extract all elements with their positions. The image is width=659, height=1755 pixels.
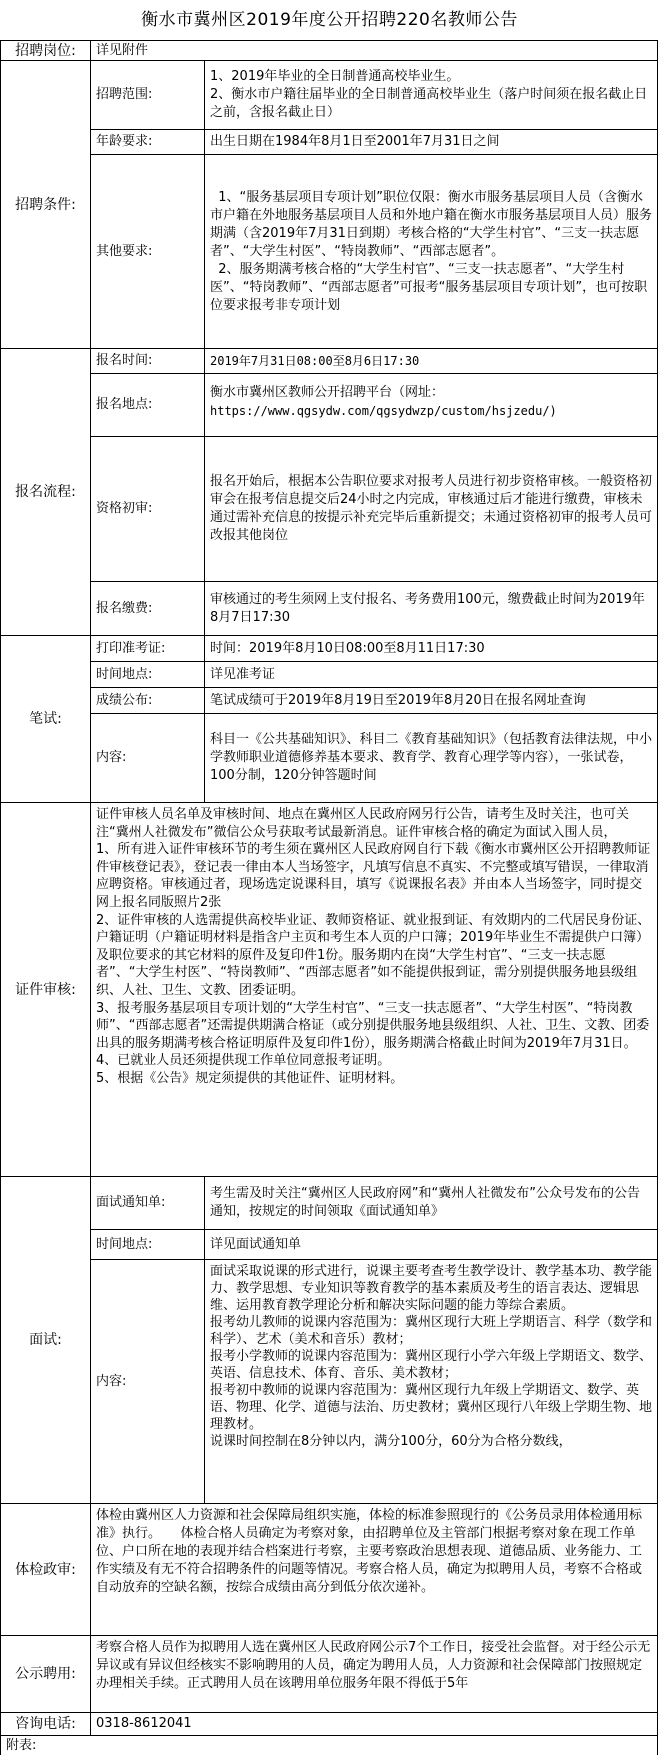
written-place-label: 时间地点: <box>90 661 205 688</box>
consult-value: 0318-8612041 <box>90 1712 658 1736</box>
written-content-text: 科目一《公共基础知识》、科目二《教育基础知识》（包括教育法律法规，中小学教师职业道德修养基本要求、教育学、教育心理学等内容），一张试卷，100分制，120分钟答题时间 <box>204 713 658 803</box>
reg-fee-text: 审核通过的考生须网上支付报名、考务费用100元，缴费截止时间为2019年8月7日17:30 <box>204 581 658 636</box>
publicity-label: 公示聘用: <box>0 1635 91 1713</box>
reg-time-text: 2019年7月31日08:00至8月6日17:30 <box>204 348 658 374</box>
interview-content-label: 内容: <box>90 1259 205 1504</box>
reg-place-label: 报名地点: <box>90 373 205 437</box>
reg-place-url[interactable]: https://www.qgsydw.com/qgsydwzp/custom/hsjzedu/) <box>210 404 557 418</box>
written-content-label: 内容: <box>90 713 205 803</box>
other-text: 1、“服务基层项目专项计划”职位仅限：衡水市服务基层项目人员（含衡水市户籍在外地服务基层项目人员和外地户籍在衡水市服务基层项目人员）服务期满（含2019年7月31日到期）考核合格的“大学生村官”、“三支一扶志愿者”、“大学生村医”、“特岗教师”、“西部志愿者”。 2、服务期满考核合格的“大学生村官”、“三支一扶志愿者”、“大学生村医”、“特岗教师”、“西部志愿者”可报考“服务基层项目专项计划”，也可按职位要求报考非专项计划 <box>204 154 658 349</box>
reg-place-text: 衡水市冀州区教师公开招聘平台（网址： <box>210 385 445 400</box>
written-place-text: 详见准考证 <box>204 661 658 688</box>
interview-place-label: 时间地点: <box>90 1229 205 1260</box>
interview-notice-text: 考生需及时关注“冀州区人民政府网”和“冀州人社微发布”公众号发布的公告通知，按规定的时间领取《面试通知单》 <box>204 1176 658 1230</box>
written-print-label: 打印准考证: <box>90 635 205 662</box>
reg-time-label: 报名时间: <box>90 348 205 374</box>
reg-place-cell <box>204 373 658 437</box>
physical-text: 体检由冀州区人力资源和社会保障局组织实施，体检的标准参照现行的《公务员录用体检通用标准》执行。 体检合格人员确定为考察对象，由招聘单位及主管部门根据考察对象在现工作单位、户口所在地的表现并结合档案进行考察，主要考察政治思想表现、道德品质、业务能力、工作实绩及有无不符合招聘条件的问题等情况。考察合格人员，确定为拟聘用人员，考察不合格或自动放弃的空缺名额，按综合成绩由高分到低分依次递补。 <box>90 1503 658 1636</box>
written-result-text: 笔试成绩可于2019年8月19日至2019年8月20日在报名网址查询 <box>204 687 658 714</box>
consult-label: 咨询电话: <box>0 1712 91 1736</box>
physical-label: 体检政审: <box>0 1503 91 1636</box>
positions-label: 招聘岗位: <box>0 40 91 61</box>
scope-label: 招聘范围: <box>90 60 205 130</box>
attachment-label: 附表: <box>0 1735 658 1755</box>
positions-value: 详见附件 <box>90 40 658 61</box>
certificate-label: 证件审核: <box>0 802 91 1177</box>
reg-review-label: 资格初审: <box>90 436 205 582</box>
written-label: 笔试: <box>0 635 91 803</box>
registration-label: 报名流程: <box>0 348 91 636</box>
interview-content-text: 面试采取说课的形式进行，说课主要考查考生教学设计、教学基本功、教学能力、教学思想、专业知识等教育教学的基本素质及考生的语言表达、逻辑思维、运用教育教学理论分析和解决实际问题的能力等综合素质。 报考幼儿教师的说课内容范围为：冀州区现行大班上学期语言、科学（数学和科学）、艺术（美术和音乐）教材； 报考小学教师的说课内容范围为：冀州区现行小学六年级上学期语文、数学、英语、信息技术、体育、音乐、美术教材； 报考初中教师的说课内容范围为：冀州区现行九年级上学期语文、数学、英语、物理、化学、道德与法治、历史教材；冀州区现行八年级上学期生物、地理教材。 说课时间控制在8分钟以内，满分100分，60分为合格分数线， <box>204 1259 658 1504</box>
age-text: 出生日期在1984年8月1日至2001年7月31日之间 <box>204 129 658 155</box>
reg-review-text: 报名开始后，根据本公告职位要求对报考人员进行初步资格审核。一般资格初审会在报考信息提交后24小时之内完成，审核通过后才能进行缴费，审核未通过需补充信息的按提示补充完毕后重新提交；未通过资格初审的报考人员可改报其他岗位 <box>204 436 658 582</box>
page-title: 衡水市冀州区2019年度公开招聘220名教师公告 <box>141 10 518 30</box>
publicity-text: 考察合格人员作为拟聘用人选在冀州区人民政府网公示7个工作日，接受社会监督。对于经公示无异议或有异议但经核实不影响聘用的人员，确定为聘用人员，人力资源和社会保障部门按照规定办理相关手续。正式聘用人员在该聘用单位服务年限不得低于5年 <box>90 1635 658 1713</box>
scope-text: 1、2019年毕业的全日制普通高校毕业生。 2、衡水市户籍往届毕业的全日制普通高校毕业生（落户时间须在报名截止日之前，含报名截止日） <box>204 60 658 130</box>
written-result-label: 成绩公布: <box>90 687 205 714</box>
certificate-text: 证件审核人员名单及审核时间、地点在冀州区人民政府网另行公告，请考生及时关注，也可关注“冀州人社微发布”微信公众号获取考试最新消息。证件审核合格的确定为面试入围人员， 1、所有进入证件审核环节的考生须在冀州区人民政府网自行下载《衡水市冀州区公开招聘教师证件审核登记表》，登记表一律由本人当场签字，凡填写信息不真实、不完整或填写错误，一律取消应聘资格。审核通过者，现场选定说课科目，填写《说课报名表》并由本人当场签字，同时提交网上报名同版照片2张 2、证件审核的人选需提供高校毕业证、教师资格证、就业报到证、有效期内的二代居民身份证、户籍证明（户籍证明材料是指含户主页和考生本人页的户口簿；2019年毕业生不需提供户口簿）及职位要求的其它材料的原件及复印件1份。服务期内在岗“大学生村官”、“三支一扶志愿者”、“大学生村医”、“特岗教师”、“西部志愿者”如不能提供报到证，需分别提供服务地县级组织、人社、卫生、文教、团委证明。 3、报考服务基层项目专项计划的“大学生村官”、“三支一扶志愿者”、“大学生村医”、“特岗教师”、“西部志愿者”还需提供期满合格证（或分别提供服务地县级组织、人社、卫生、文教、团委出具的服务期满考核合格证明原件及复印件1份），服务期满合格截止时间为2019年7月31日。 4、已就业人员还须提供现工作单位同意报考证明。 5、根据《公告》规定须提供的其他证件、证明材料。 <box>90 802 658 1177</box>
interview-label: 面试: <box>0 1176 91 1504</box>
written-print-text: 时间：2019年8月10日08:00至8月11日17:30 <box>204 635 658 662</box>
reg-fee-label: 报名缴费: <box>90 581 205 636</box>
interview-notice-label: 面试通知单: <box>90 1176 205 1230</box>
conditions-label: 招聘条件: <box>0 60 91 349</box>
interview-place-text: 详见面试通知单 <box>204 1229 658 1260</box>
announcement-table <box>0 40 658 1753</box>
other-label: 其他要求: <box>90 154 205 349</box>
age-label: 年龄要求: <box>90 129 205 155</box>
